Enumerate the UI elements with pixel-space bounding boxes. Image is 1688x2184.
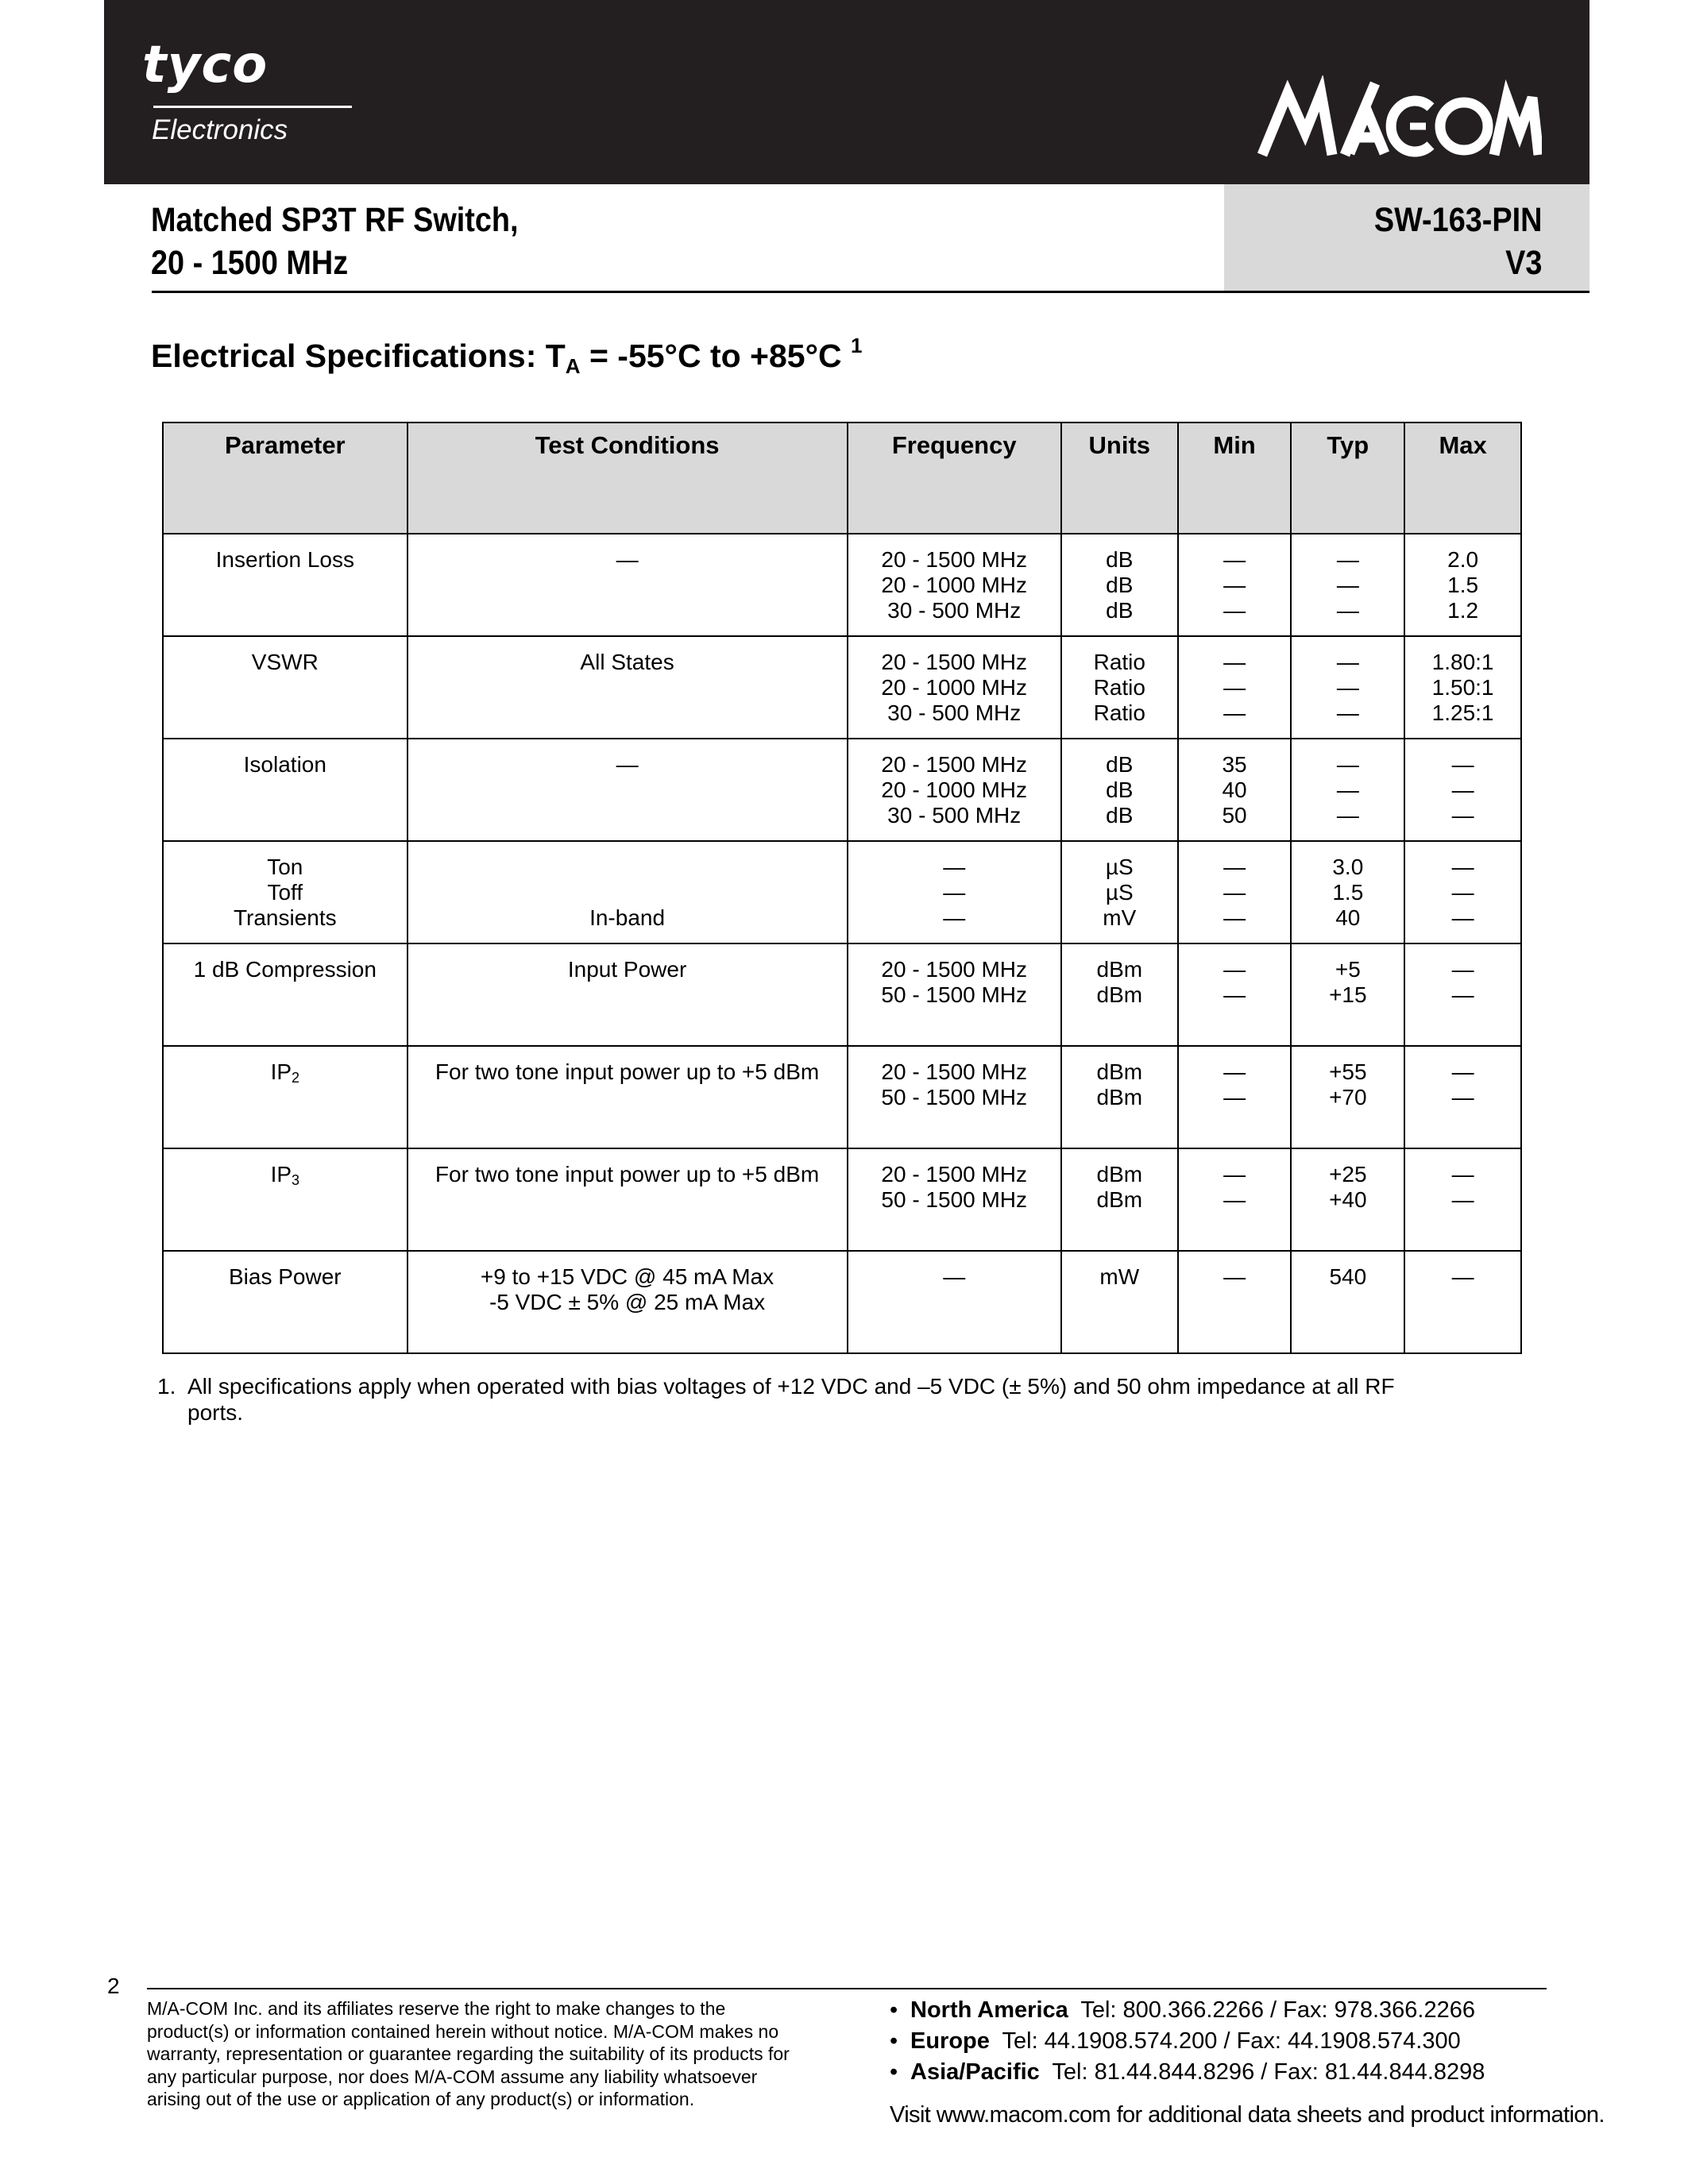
cell-typ — [1291, 841, 1404, 943]
header-units: Units — [1061, 423, 1178, 534]
table-header-row — [163, 423, 1521, 534]
cell-line: 1.5 — [1447, 573, 1479, 597]
header-typ: Typ — [1291, 423, 1404, 534]
header-parameter: Parameter — [163, 423, 408, 534]
cell-line: — — [1336, 700, 1359, 725]
cell-frequency — [848, 636, 1061, 739]
cell-line: — — [1451, 1187, 1474, 1212]
cell-line: — — [1223, 650, 1246, 674]
cell-units — [1061, 841, 1178, 943]
cell-line: +25 — [1329, 1162, 1367, 1187]
cell-frequency — [848, 943, 1061, 1046]
cell-max — [1404, 841, 1521, 943]
cell-line: Ratio — [1093, 650, 1145, 674]
cell-line: For two tone input power up to +5 dBm — [435, 1059, 820, 1084]
cell-test-conditions — [408, 534, 848, 636]
cell-line: 3.0 — [1332, 855, 1364, 879]
cell-line: — — [1451, 1059, 1474, 1084]
cell-line: +70 — [1329, 1085, 1367, 1109]
title-divider — [152, 291, 1590, 293]
footer-visit-link[interactable]: Visit www.macom.com for additional data sheets and product information. — [890, 2102, 1605, 2128]
cell-line: dB — [1106, 778, 1134, 802]
cell-line: — — [1451, 1085, 1474, 1109]
title-line-1: Matched SP3T RF Switch, — [151, 201, 519, 239]
cell-line: — — [1223, 1264, 1246, 1289]
cell-line: — — [943, 880, 966, 905]
tyco-logo-rule — [153, 106, 352, 108]
cell-line: — — [1223, 700, 1246, 725]
page-number: 2 — [107, 1974, 120, 1998]
footer-contacts — [890, 1995, 1485, 2088]
table-row — [163, 739, 1521, 841]
cell-parameter — [163, 1046, 408, 1148]
cell-typ — [1291, 1046, 1404, 1148]
cell-line: — — [1336, 752, 1359, 777]
cell-line: — — [1223, 957, 1246, 982]
cell-line: — — [1336, 778, 1359, 802]
cell-frequency — [848, 1148, 1061, 1251]
cell-line: — — [1223, 547, 1246, 572]
cell-frequency — [848, 1046, 1061, 1148]
cell-line: dB — [1106, 803, 1134, 828]
cell-min — [1178, 943, 1292, 1046]
header-test-conditions: Test Conditions — [408, 423, 848, 534]
cell-typ — [1291, 534, 1404, 636]
header-band — [104, 0, 1590, 184]
cell-line: +40 — [1329, 1187, 1367, 1212]
cell-line: +15 — [1329, 982, 1367, 1007]
cell-units — [1061, 636, 1178, 739]
cell-frequency — [848, 841, 1061, 943]
cell-test-conditions — [408, 1148, 848, 1251]
cell-line: 30 - 500 MHz — [887, 700, 1022, 725]
tyco-logo: tyco — [142, 36, 268, 95]
cell-line: 1.25:1 — [1431, 700, 1494, 725]
cell-line: Ratio — [1093, 675, 1145, 700]
cell-line: -5 VDC ± 5% @ 25 mA Max — [489, 1290, 766, 1314]
cell-line: dBm — [1096, 1162, 1143, 1187]
cell-line: Bias Power — [228, 1264, 342, 1289]
cell-line: — — [1336, 675, 1359, 700]
cell-line: — — [1223, 1085, 1246, 1109]
cell-max — [1404, 636, 1521, 739]
document-title — [151, 199, 519, 284]
cell-line: Input Power — [567, 957, 687, 982]
cell-typ — [1291, 1148, 1404, 1251]
cell-line: — — [1336, 547, 1359, 572]
cell-line: 20 - 1500 MHz — [881, 1162, 1028, 1187]
footnote-number: 1. — [157, 1374, 176, 1399]
cell-line: All States — [580, 650, 674, 674]
footnote-text: All specifications apply when operated with bias voltages of +12 VDC and –5 VDC (± 5%) and 50 ohm impedance at all RF ports. — [187, 1374, 1395, 1425]
cell-line: — — [1451, 880, 1474, 905]
cell-parameter — [163, 1251, 408, 1353]
cell-parameter — [163, 943, 408, 1046]
table-row — [163, 1251, 1521, 1353]
cell-line: Toff — [267, 880, 303, 905]
cell-line: — — [1451, 778, 1474, 802]
cell-line: For two tone input power up to +5 dBm — [435, 1162, 820, 1187]
footnote — [157, 1373, 1404, 1426]
table-row — [163, 1046, 1521, 1148]
cell-line: 20 - 1000 MHz — [881, 573, 1028, 597]
cell-line: Insertion Loss — [215, 547, 354, 572]
cell-max — [1404, 943, 1521, 1046]
cell-line: dB — [1106, 598, 1134, 623]
footer-disclaimer: M/A-COM Inc. and its affiliates reserve the right to make changes to the product(s) or information contained herein without notice. M/A-COM makes no warranty, representation or guarantee regarding the suitability of its products for any particular purpose, nor does M/A-COM assume any liability whatsoever arising out of the use or application of any product(s) or information. — [147, 1998, 790, 2109]
cell-typ — [1291, 739, 1404, 841]
cell-line: 20 - 1500 MHz — [881, 1059, 1028, 1084]
cell-test-conditions — [408, 739, 848, 841]
cell-line: mW — [1099, 1264, 1140, 1289]
cell-line: 20 - 1000 MHz — [881, 675, 1028, 700]
cell-line: — — [1223, 675, 1246, 700]
cell-line: 20 - 1000 MHz — [881, 778, 1028, 802]
cell-line: 30 - 500 MHz — [887, 803, 1022, 828]
cell-line: µS — [1105, 855, 1134, 879]
electrical-specifications-table — [162, 422, 1522, 1354]
cell-max — [1404, 1251, 1521, 1353]
title-area — [104, 184, 1590, 292]
cell-line: 20 - 1500 MHz — [881, 752, 1028, 777]
cell-line: — — [1223, 880, 1246, 905]
cell-line: In-band — [589, 905, 666, 930]
cell-parameter — [163, 636, 408, 739]
cell-line: mV — [1103, 905, 1137, 930]
cell-line: µS — [1105, 880, 1134, 905]
bullet-icon: • — [890, 2028, 898, 2054]
cell-line: 50 - 1500 MHz — [881, 1085, 1028, 1109]
cell-units — [1061, 1148, 1178, 1251]
cell-typ — [1291, 1251, 1404, 1353]
cell-line: dB — [1106, 547, 1134, 572]
cell-frequency — [848, 739, 1061, 841]
cell-line: dBm — [1096, 1059, 1143, 1084]
cell-line: 2.0 — [1447, 547, 1479, 572]
cell-line: Ton — [267, 855, 303, 879]
cell-line: — — [1223, 1059, 1246, 1084]
cell-line: +5 — [1335, 957, 1361, 982]
footer-divider — [147, 1988, 1547, 1989]
cell-line: — — [1336, 650, 1359, 674]
cell-line: Transients — [233, 905, 337, 930]
cell-units — [1061, 1251, 1178, 1353]
cell-parameter — [163, 534, 408, 636]
macom-logo — [1256, 75, 1542, 163]
cell-line: 20 - 1500 MHz — [881, 547, 1028, 572]
cell-test-conditions — [408, 841, 848, 943]
cell-line: +9 to +15 VDC @ 45 mA Max — [480, 1264, 774, 1289]
cell-line: 1 dB Compression — [193, 957, 377, 982]
contact-north-america: • North America Tel: 800.366.2266 / Fax: 978.366.2266 — [890, 1995, 1485, 2026]
cell-line: — — [1451, 803, 1474, 828]
cell-frequency — [848, 1251, 1061, 1353]
cell-max — [1404, 1148, 1521, 1251]
cell-line: 1.50:1 — [1431, 675, 1494, 700]
cell-line — [408, 855, 847, 880]
cell-line: dB — [1106, 573, 1134, 597]
cell-line: — — [1336, 803, 1359, 828]
cell-line: 40 — [1222, 778, 1247, 802]
header-max: Max — [1404, 423, 1521, 534]
cell-units — [1061, 534, 1178, 636]
cell-line: +55 — [1329, 1059, 1367, 1084]
cell-line: 50 - 1500 MHz — [881, 982, 1028, 1007]
cell-line: — — [943, 905, 966, 930]
header-min: Min — [1178, 423, 1292, 534]
cell-line: Isolation — [243, 752, 326, 777]
cell-line: — — [1336, 598, 1359, 623]
cell-line: — — [1223, 905, 1246, 930]
cell-line: — — [1451, 752, 1474, 777]
cell-line: 50 — [1222, 803, 1247, 828]
version: V3 — [1505, 244, 1542, 282]
table-row — [163, 841, 1521, 943]
cell-line: VSWR — [251, 650, 319, 674]
cell-line: 1.5 — [1332, 880, 1364, 905]
cell-line: dBm — [1096, 1085, 1143, 1109]
cell-line: $IP_3$ — [270, 1162, 300, 1188]
title-line-2: 20 - 1500 MHz — [151, 244, 349, 282]
part-number: SW-163-PIN — [1373, 201, 1542, 239]
cell-line: dBm — [1096, 957, 1143, 982]
cell-line: — — [1336, 573, 1359, 597]
header-frequency: Frequency — [848, 423, 1061, 534]
cell-line: 50 - 1500 MHz — [881, 1187, 1028, 1212]
cell-line: — — [1451, 1162, 1474, 1187]
cell-line: — — [1223, 573, 1246, 597]
table-row — [163, 943, 1521, 1046]
cell-line: 1.2 — [1447, 598, 1479, 623]
cell-line: — — [943, 1264, 966, 1289]
cell-min — [1178, 1251, 1292, 1353]
cell-line: — — [616, 752, 639, 777]
cell-min — [1178, 1148, 1292, 1251]
cell-line: — — [943, 855, 966, 879]
cell-typ — [1291, 636, 1404, 739]
section-heading: Electrical Specifications: $T_A = -55^\circ C$ to +85°C $^1$ — [151, 334, 863, 378]
cell-max — [1404, 1046, 1521, 1148]
cell-line: dB — [1106, 752, 1134, 777]
cell-line: dBm — [1096, 982, 1143, 1007]
cell-min — [1178, 841, 1292, 943]
electronics-label: Electronics — [152, 114, 288, 145]
cell-line: 540 — [1329, 1264, 1367, 1289]
contact-europe: • Europe Tel: 44.1908.574.200 / Fax: 44.1908.574.300 — [890, 2026, 1485, 2057]
cell-line: Ratio — [1093, 700, 1145, 725]
cell-line: 1.80:1 — [1431, 650, 1494, 674]
table-row — [163, 534, 1521, 636]
cell-test-conditions — [408, 1251, 848, 1353]
cell-line: 35 — [1222, 752, 1247, 777]
cell-units — [1061, 739, 1178, 841]
cell-parameter — [163, 841, 408, 943]
cell-line: dBm — [1096, 1187, 1143, 1212]
cell-min — [1178, 534, 1292, 636]
cell-min — [1178, 636, 1292, 739]
cell-min — [1178, 739, 1292, 841]
table-row — [163, 636, 1521, 739]
cell-min — [1178, 1046, 1292, 1148]
part-number-block — [1373, 199, 1542, 284]
cell-line: — — [616, 547, 639, 572]
cell-line: 40 — [1335, 905, 1361, 930]
cell-parameter — [163, 1148, 408, 1251]
cell-line: 30 - 500 MHz — [887, 598, 1022, 623]
cell-parameter — [163, 739, 408, 841]
cell-max — [1404, 739, 1521, 841]
cell-typ — [1291, 943, 1404, 1046]
cell-max — [1404, 534, 1521, 636]
cell-line: — — [1451, 982, 1474, 1007]
cell-test-conditions — [408, 636, 848, 739]
bullet-icon: • — [890, 2059, 898, 2085]
cell-line: — — [1451, 855, 1474, 879]
cell-units — [1061, 943, 1178, 1046]
cell-line — [408, 880, 847, 905]
contact-asia-pacific: • Asia/Pacific Tel: 81.44.844.8296 / Fax: 81.44.844.8298 — [890, 2057, 1485, 2088]
cell-line: — — [1223, 982, 1246, 1007]
cell-test-conditions — [408, 1046, 848, 1148]
cell-line: — — [1223, 598, 1246, 623]
cell-line: — — [1451, 1264, 1474, 1289]
cell-line: 20 - 1500 MHz — [881, 957, 1028, 982]
table-body — [163, 534, 1521, 1353]
cell-units — [1061, 1046, 1178, 1148]
cell-line: $IP_2$ — [270, 1059, 300, 1086]
cell-line: 20 - 1500 MHz — [881, 650, 1028, 674]
cell-line: — — [1451, 905, 1474, 930]
table-row — [163, 1148, 1521, 1251]
cell-line: — — [1223, 1162, 1246, 1187]
cell-line: — — [1451, 957, 1474, 982]
cell-frequency — [848, 534, 1061, 636]
cell-line: — — [1223, 855, 1246, 879]
cell-line: — — [1223, 1187, 1246, 1212]
cell-test-conditions — [408, 943, 848, 1046]
bullet-icon: • — [890, 1997, 898, 2023]
